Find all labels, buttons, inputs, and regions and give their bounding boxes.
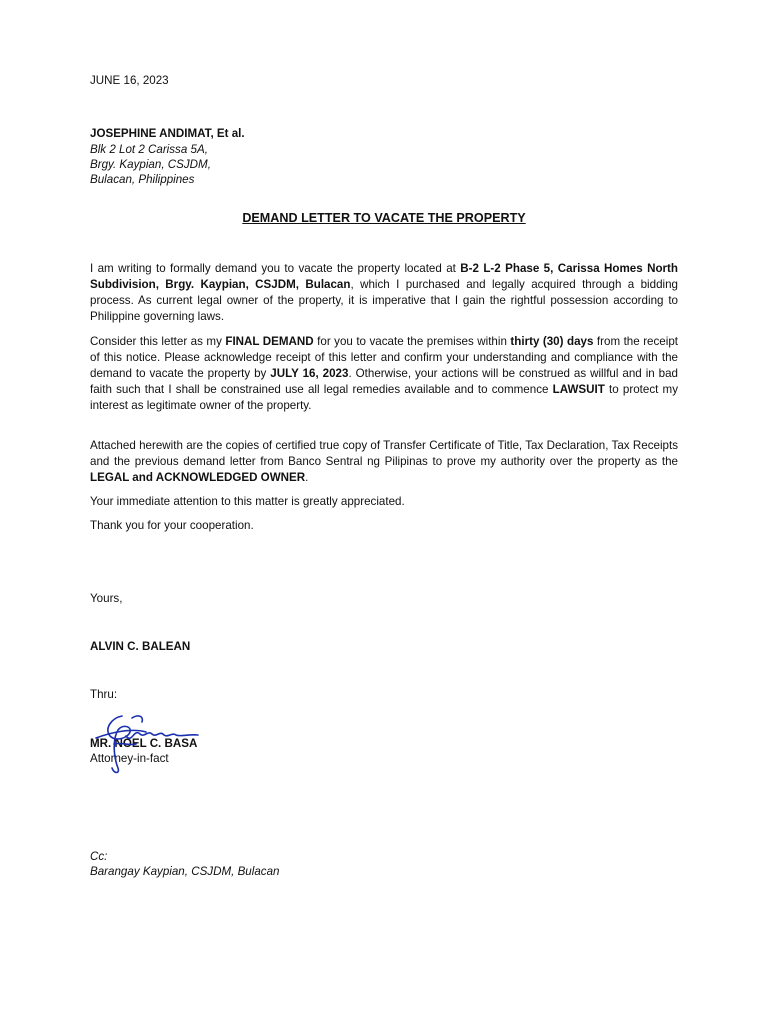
sender-name: ALVIN C. BALEAN (90, 640, 191, 653)
deadline-days: thirty (30) days (510, 335, 594, 348)
paragraph-2-text-d: . Otherwise, your actions will be construed as willful and in bad faith such that I shall be constrained use all legal remedies available and to commence (90, 367, 679, 396)
thru-label: Thru: (90, 688, 118, 701)
paragraph-4: Your immediate attention to this matter is greatly appreciated. (90, 495, 405, 508)
cc-recipient: Barangay Kaypian, CSJDM, Bulacan (90, 865, 280, 878)
closing-salutation: Yours, (90, 592, 123, 605)
paragraph-5: Thank you for your cooperation. (90, 519, 254, 532)
paragraph-1-text-a: I am writing to formally demand you to vacate the property located at (90, 262, 461, 275)
paragraph-3-text-a: Attached herewith are the copies of certified true copy of Transfer Certificate of Title, Tax Declaration, Tax Receipts and the previous demand letter from Banco Sentral ng Pilipinas to prove my authority over the property as the (90, 439, 678, 468)
paragraph-1-text-b: , which I purchased and legally acquired through a bidding process. As current legal owner of the property, it is imperative that I gain the rightful possession according to Philippine governing laws. (90, 278, 678, 323)
paragraph-2-text-c: from the receipt of this notice. Please acknowledge receipt of this letter and confirm your understanding and compliance with the demand to vacate the property by (90, 335, 678, 380)
paragraph-2 (90, 334, 678, 414)
paragraph-2-text-b: for you to vacate the premises within (313, 335, 511, 348)
paragraph-3 (90, 438, 678, 486)
recipient-name: JOSEPHINE ANDIMAT, Et al. (90, 127, 245, 140)
letter-title: DEMAND LETTER TO VACATE THE PROPERTY (242, 211, 526, 225)
paragraph-2-text-a: Consider this letter as my (90, 335, 226, 348)
property-address: B-2 L-2 Phase 5, Carissa Homes North Subdivision, Brgy. Kaypian, CSJDM, Bulacan (90, 262, 678, 291)
paragraph-3-text-b: . (305, 471, 309, 484)
signature-image (92, 708, 212, 778)
lawsuit-label: LAWSUIT (552, 383, 605, 396)
paragraph-1 (90, 261, 678, 325)
attorney-role: Attorney-in-fact (90, 752, 169, 765)
final-demand-label: FINAL DEMAND (225, 335, 314, 348)
recipient-address-line-3: Bulacan, Philippines (90, 173, 195, 186)
letter-date: JUNE 16, 2023 (90, 74, 169, 87)
attorney-name: MR. NOEL C. BASA (90, 737, 198, 750)
recipient-address-line-2: Brgy. Kaypian, CSJDM, (90, 158, 211, 171)
owner-status-label: LEGAL and ACKNOWLEDGED OWNER (90, 471, 306, 484)
recipient-address-line-1: Blk 2 Lot 2 Carissa 5A, (90, 143, 208, 156)
cc-label: Cc: (90, 850, 108, 863)
paragraph-2-text-e: to protect my interest as legitimate owner of the property. (90, 383, 679, 412)
deadline-date: JULY 16, 2023 (270, 367, 349, 380)
